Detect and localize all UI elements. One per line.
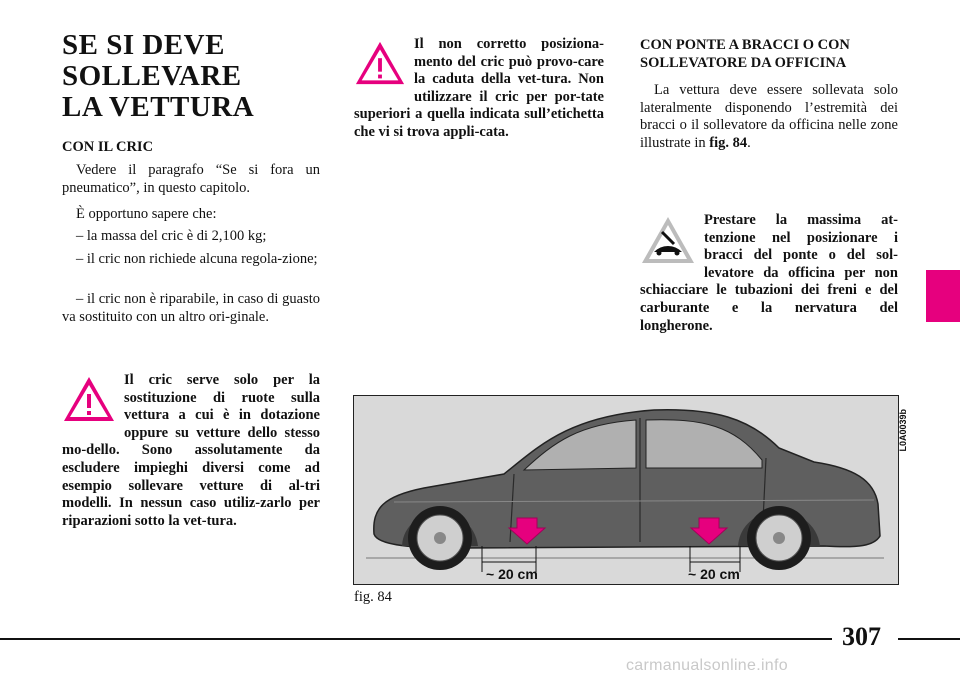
warning-text-positioning: Il non corretto posiziona-mento del cric può provo-care la caduta della vet-tura. Non utilizzare il cric per por-tate superiori a quella indicata sull’etichetta che vi si trova appli-cata. (354, 36, 604, 140)
dimension-label-right: ~ 20 cm (688, 566, 740, 582)
warning-triangle-icon (62, 374, 116, 424)
section-color-tab (926, 270, 960, 322)
page-number: 307 (842, 622, 881, 651)
footer-rule-right (898, 638, 960, 640)
paragraph-3: – la massa del cric è di 2,100 kg; (76, 228, 267, 244)
rear-wheel (747, 506, 811, 570)
figure-caption: fig. 84 (354, 589, 392, 605)
paragraph-lift (640, 82, 898, 152)
title-line-2: SOLLEVARE (62, 60, 242, 92)
paragraph-2: È opportuno sapere che: (76, 206, 217, 222)
figure-code: L0A0039b (898, 409, 908, 452)
paragraph-1: Vedere il paragrafo “Se si fora un pneumatico”, in questo capitolo. (62, 162, 320, 196)
car-lift-hazard-icon (640, 214, 696, 266)
subheading-lift: CON PONTE A BRACCI O CON SOLLEVATORE DA OFFICINA (640, 37, 850, 71)
paragraph-4: – il cric non richiede alcuna regola-zione; (76, 251, 318, 267)
dimension-label-left: ~ 20 cm (486, 566, 538, 582)
warning-text-lift: Prestare la massima at-tenzione nel posizionare i bracci del ponte o del sol-levatore da officina per non schiacciare le tubazioni dei freni e del carburante e la nervatura del longherone. (640, 212, 898, 334)
warning-block-lift (640, 212, 898, 335)
car-side-illustration (354, 396, 898, 584)
warning-text-cric: Il cric serve solo per la sostituzione di ruote sulla vettura a cui è in dotazione oppure su vetture dello stesso mo-dello. Sono assolutamente da escludere impieghi diversi come ad esempio sollevare vetture di al-tri modelli. In nessun caso utiliz-zarlo per riparazioni sotto la vet-tura. (62, 372, 320, 529)
watermark: carmanualsonline.info (626, 657, 788, 674)
subheading-cric: CON IL CRIC (62, 139, 154, 155)
title-line-3: LA VETTURA (62, 91, 255, 123)
warning-block-cric (62, 372, 320, 530)
figure-reference: fig. 84 (709, 134, 748, 151)
paragraph-lift-end: . (747, 134, 751, 151)
title-line-1: SE SI DEVE (62, 29, 225, 61)
section-title (62, 30, 254, 123)
footer-rule-left (0, 638, 832, 640)
warning-block-positioning (354, 36, 604, 142)
front-wheel (408, 506, 472, 570)
paragraph-5: – il cric non è riparabile, in caso di guasto va sostituito con un altro ori-ginale. (62, 291, 320, 325)
warning-triangle-icon (354, 38, 406, 88)
paragraph-lift-text: La vettura deve essere sollevata solo lateralmente disponendo l’estremità dei bracci o il sollevatore da officina nelle zone illustrate in (640, 82, 898, 151)
figure-car-lift-points (353, 395, 899, 585)
